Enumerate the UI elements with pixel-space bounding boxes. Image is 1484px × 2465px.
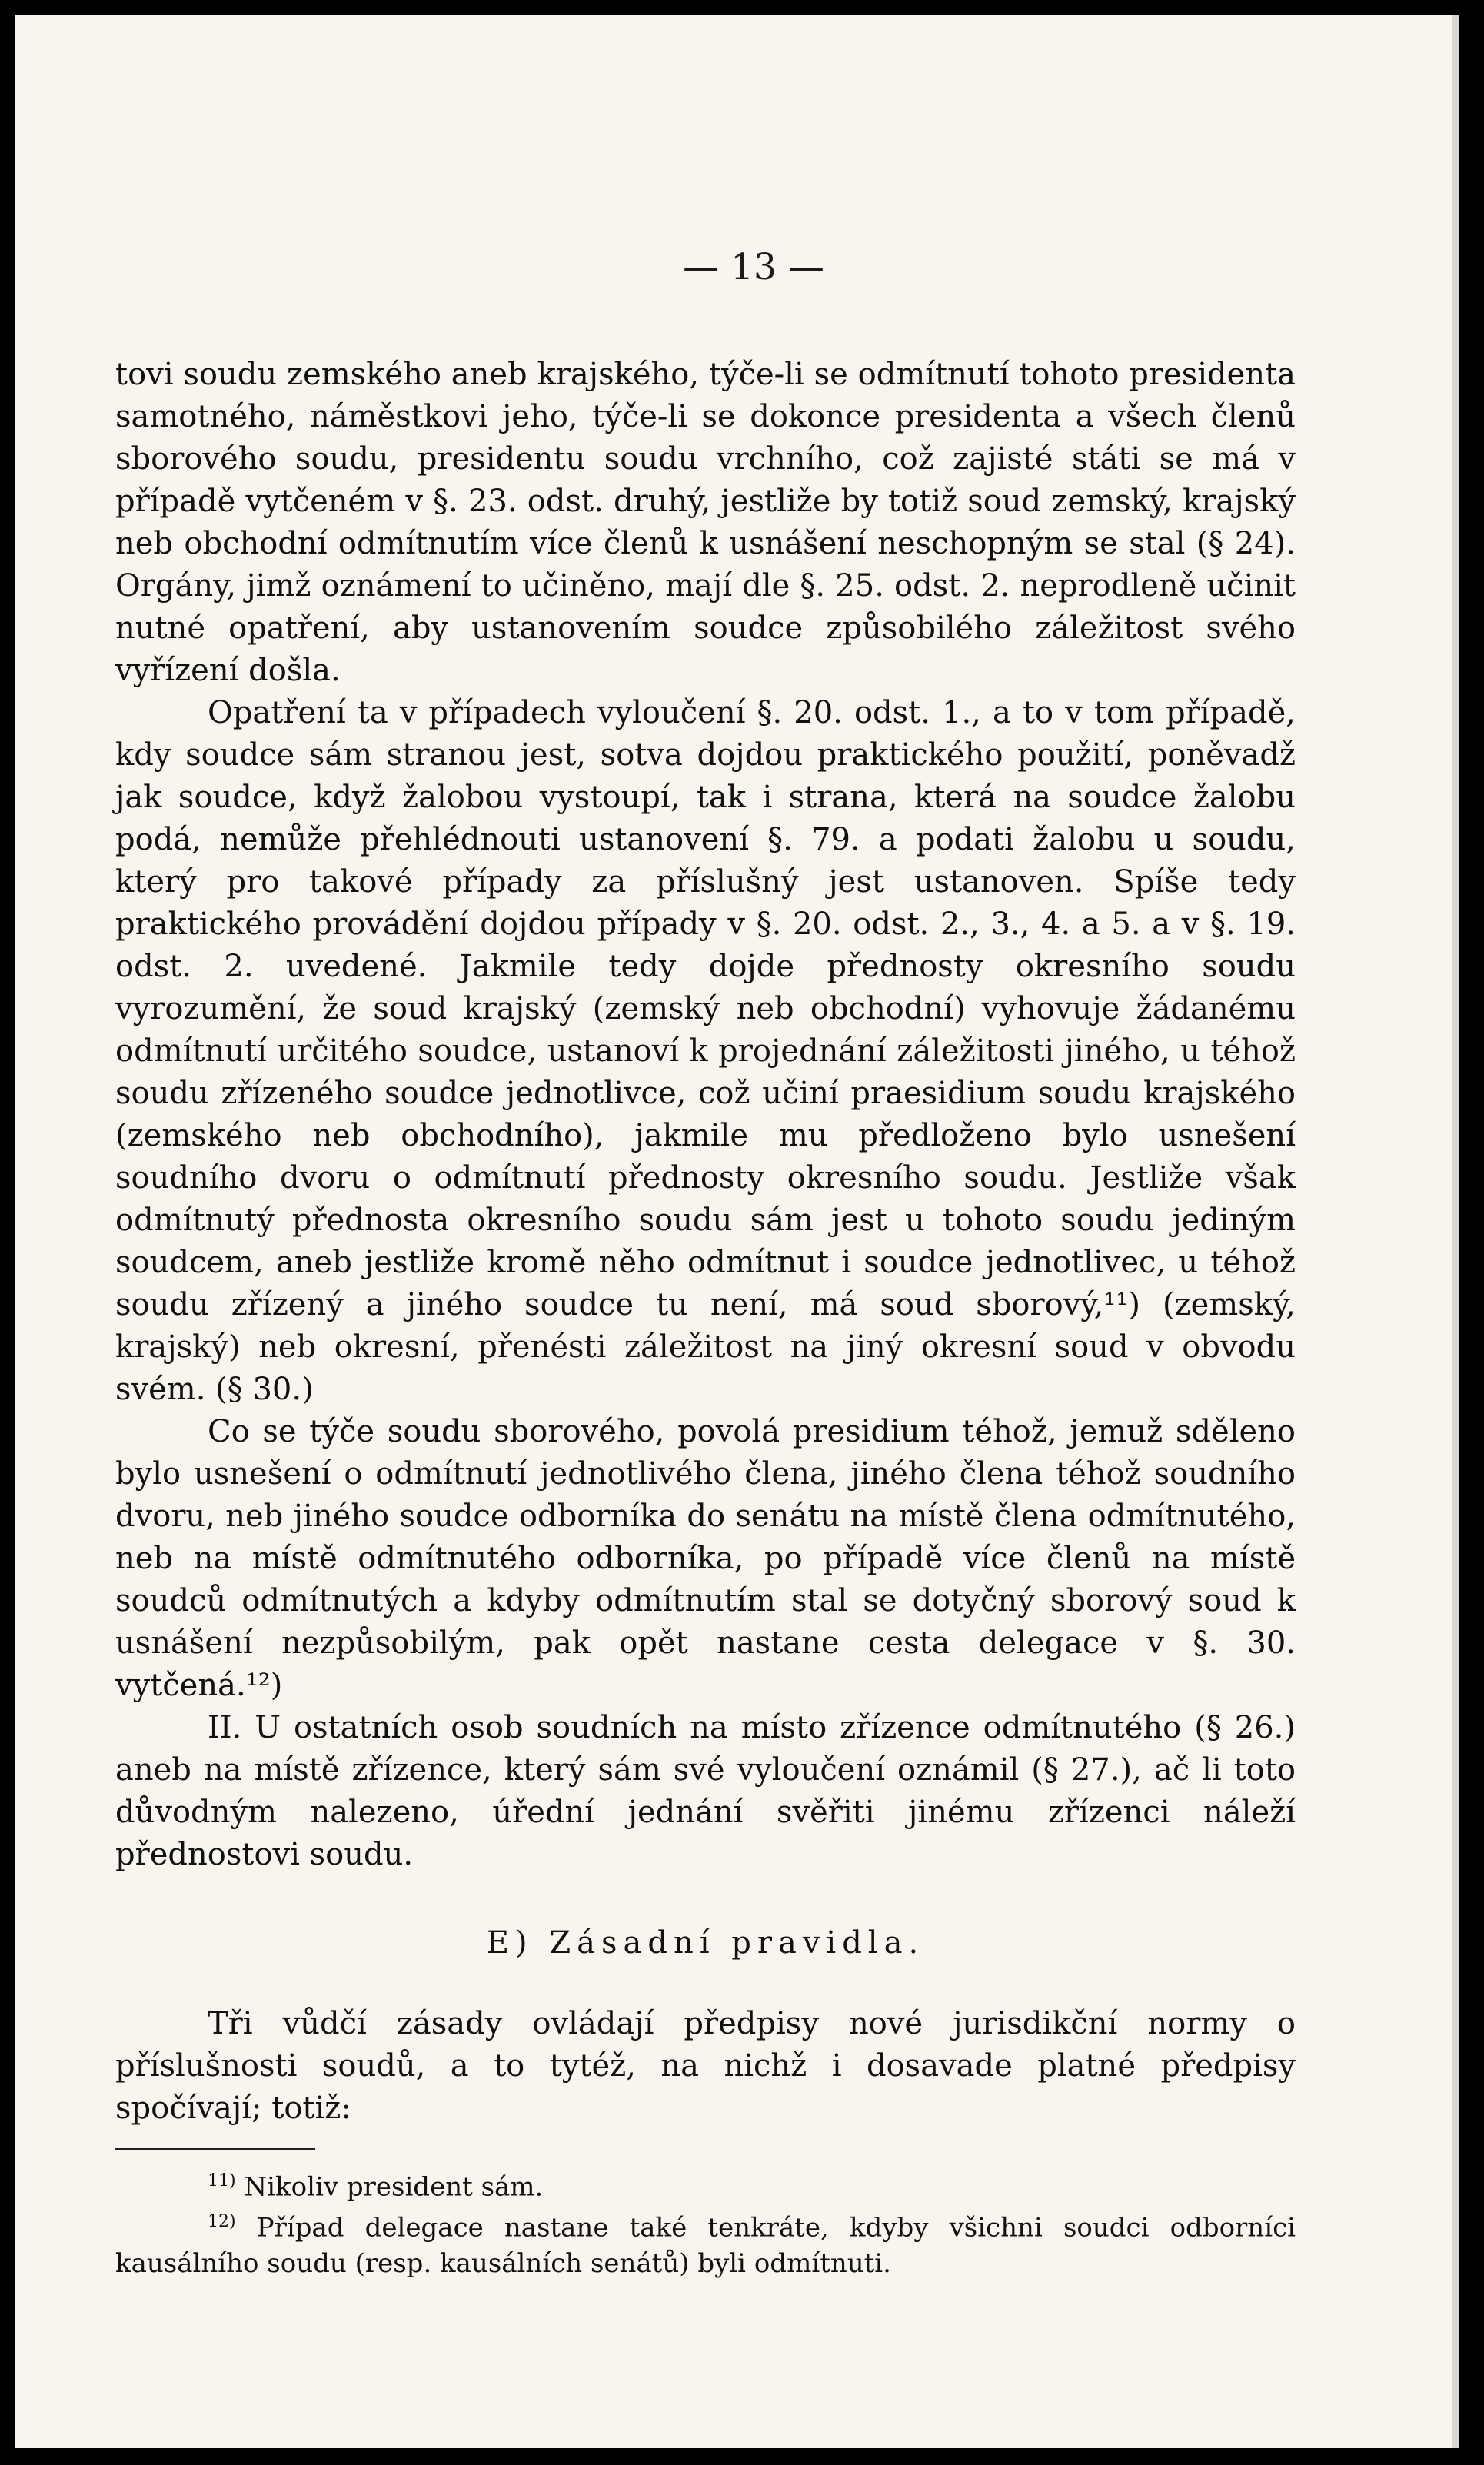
paragraph-4: II. U ostatních osob soudních na místo zřízence odmítnutého (§ 26.) aneb na místě zřízence, který sám své vyloučení oznámil (§ 27.), ač li toto důvodným nalezeno, úřední jednání svěřiti jinému zřízenci náleží přednostovi soudu. <box>115 1710 1296 1872</box>
paragraph-1: tovi soudu zemského aneb krajského, týče-li se odmítnutí tohoto presidenta samotného, náměstkovi jeho, týče-li se dokonce presidenta a všech členů sborového soudu, presidentu soudu vrchního, což zajisté státi se má v případě vytčeném v §. 23. odst. druhý, jestliže by totiž soud zemský, krajský neb obchodní odmítnutím více členů k usnášení neschopným se stal (§ 24). Orgány, jimž oznámení to učiněno, mají dle §. 25. odst. 2. neprodleně učinit nutné opatření, aby ustanovením soudce způsobilého záležitost svého vyřízení došla. <box>115 357 1296 688</box>
footnote-mark: 11) <box>208 2171 236 2191</box>
main-text <box>115 354 1296 2281</box>
section-paragraph: Tři vůdčí zásady ovládají předpisy nové jurisdikční normy o příslušnosti soudů, a to tytéž, na nichž i dosavade platné předpisy spočívají; totiž: <box>115 2006 1296 2126</box>
page-number: — 13 — <box>683 246 824 288</box>
footnote-11 <box>115 2164 1296 2204</box>
footnote-text: Nikoliv president sám. <box>244 2171 544 2203</box>
scanned-page <box>15 15 1459 2448</box>
footnote-12 <box>115 2204 1296 2280</box>
footnote-rule <box>115 2148 315 2150</box>
section-heading: E) Zásadní pravidla. <box>486 1925 925 1961</box>
paragraph-3: Co se týče soudu sborového, povolá presidium téhož, jemuž sděleno bylo usnešení o odmítnutí jednotlivého člena, jiného člena téhož soudního dvoru, neb jiného soudce odborníka do senátu na místě člena odmítnutého, neb na místě odmítnutého odborníka, po případě více členů na místě soudců odmítnutých a kdyby odmítnutím stal se dotyčný sborový soud k usnášení nezpůsobilým, pak opět nastane cesta delegace v §. 30. vytčená.¹²) <box>115 1414 1296 1703</box>
footnote-text: Případ delegace nastane také tenkráte, kdyby všichni soudci odborníci kausálního soudu (resp. kausálních senátů) byli odmítnuti. <box>115 2212 1296 2279</box>
footnote-mark: 12) <box>208 2212 236 2232</box>
paragraph-2: Opatření ta v případech vyloučení §. 20. odst. 1., a to v tom případě, kdy soudce sám stranou jest, sotva dojdou praktického použití, poněvadž jak soudce, když žalobou vystoupí, tak i strana, která na soudce žalobu podá, nemůže přehlédnouti ustanovení §. 79. a podati žalobu u soudu, který pro takové případy za příslušný jest ustanoven. Spíše tedy praktického provádění dojdou případy v §. 20. odst. 2., 3., 4. a 5. a v §. 19. odst. 2. uvedené. Jakmile tedy dojde přednosty okresního soudu vyrozumění, že soud krajský (zemský neb obchodní) vyhovuje žádanému odmítnutí určitého soudce, ustanoví k projednání záležitosti jiného, u téhož soudu zřízeného soudce jednotlivce, což učiní praesidium soudu krajského (zemského neb obchodního), jakmile mu předloženo bylo usnešení soudního dvoru o odmítnutí přednosty okresního soudu. Jestliže však odmítnutý přednosta okresního soudu sám jest u tohoto soudu jediným soudcem, aneb jestliže kromě něho odmítnut i soudce jednotlivec, u téhož soudu zřízený a jiného soudce tu není, má soud sborový,¹¹) (zemský, krajský) neb okresní, přenésti záležitost na jiný okresní soud v obvodu svém. (§ 30.) <box>115 695 1296 1407</box>
